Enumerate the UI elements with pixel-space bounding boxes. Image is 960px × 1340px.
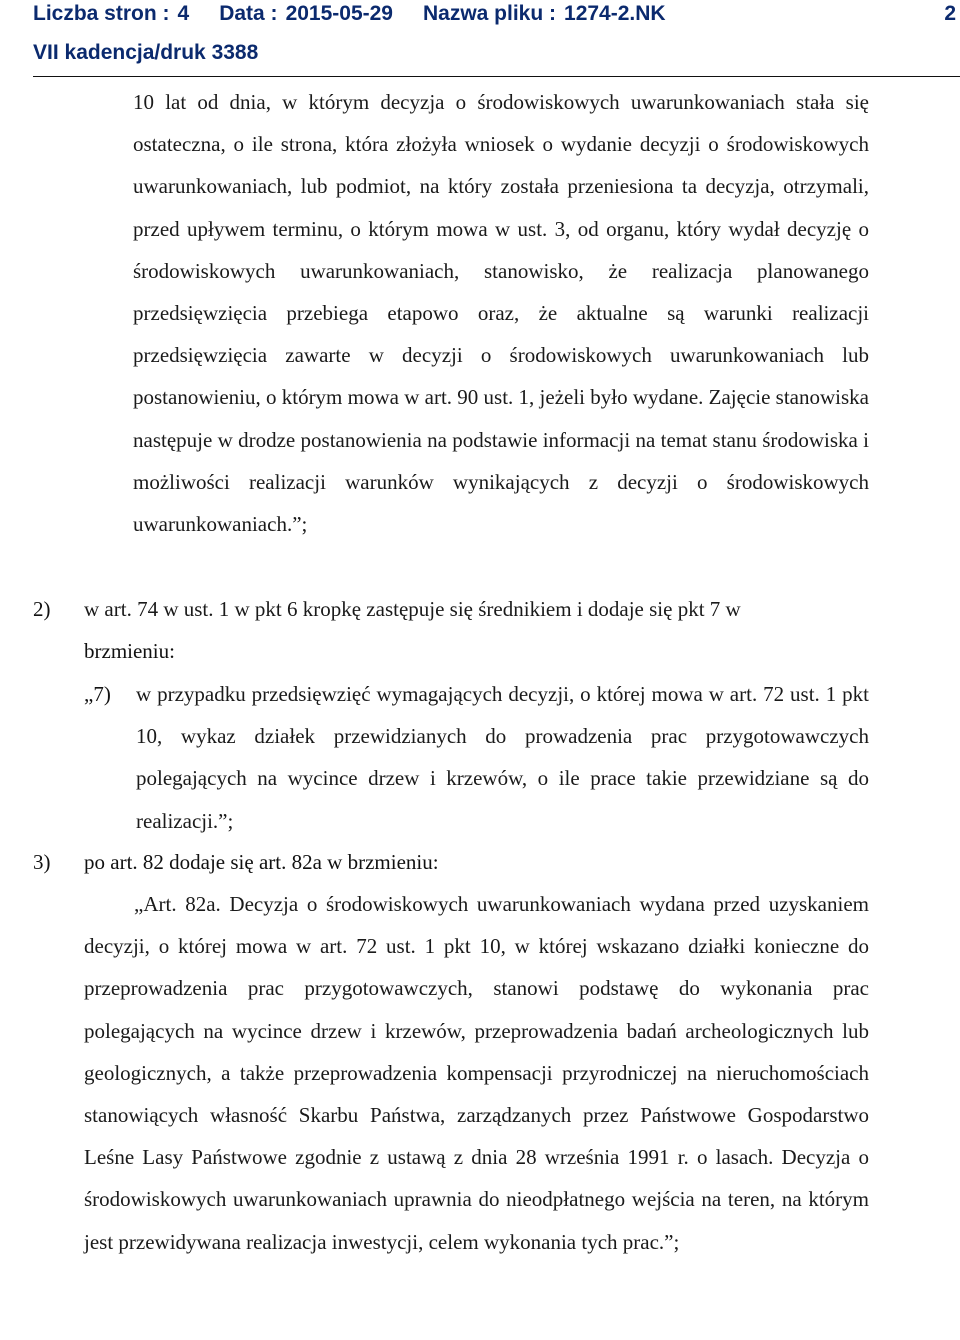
item-2-quote-text: w przypadku przedsięwzięć wymagających decyzji, o której mowa w art. 72 ust. 1 pkt 10, wykaz działek przewidzianych do prowadzenia prac przygotowawczych polegających na wycince drzew i krzewów, o ile prace takie przewidziane są do realizacji.”; (136, 682, 869, 833)
item-2-text: w art. 74 w ust. 1 w pkt 6 kropkę zastępuje się średnikiem i dodaje się pkt 7 w (84, 597, 741, 621)
item-3-quote-text: „Art. 82a. Decyzja o środowiskowych uwarunkowaniach wydana przed uzyskaniem decyzji, o której mowa w art. 72 ust. 1 pkt 10, w której wskazano działki konieczne do przeprowadzenia prac przygotowawczych, stanowi podstawę do wykonania prac polegających na wycince drzew i krzewów, przeprowadzenia badań archeologicznych lub geologicznych, a także przeprowadzenia kompensacji przyrodniczej na nieruchomościach stanowiących własność Skarbu Państwa, zarządzanych przez Państwowe Gospodarstwo Leśne Lasy Państwowe zgodnie z ustawą z dnia 28 września 1991 r. o lasach. Decyzja o środowiskowych uwarunkowaniach uprawnia do nieodpłatnego wejścia na teren, na którym jest przewidywana realizacja inwestycji, celem wykonania tych prac.”; (84, 892, 869, 1254)
item-2-number: 2) (33, 597, 51, 621)
pages-value: 4 (177, 2, 190, 25)
file-value: 1274-2.NK (564, 2, 666, 25)
item-2-quote-number: „7) (84, 682, 111, 706)
paragraph-continued: 10 lat od dnia, w którym decyzja o środowiskowych uwarunkowaniach stała się ostateczna, o ile strona, która złożyła wniosek o wydanie decyzji o środowiskowych uwarunkowaniach, lub podmiot, na który została przeniesiona ta decyzja, otrzymali, przed upływem terminu, o którym mowa w ust. 3, od organu, który wydał decyzję o środowiskowych uwarunkowaniach, stanowisko, że realizacja planowanego przedsięwzięcia przebiega etapowo oraz, że aktualne są warunki realizacji przedsięwzięcia zawarte w decyzji o środowiskowych uwarunkowaniach lub postanowieniu, o którym mowa w art. 90 ust. 1, jeżeli było wydane. Zajęcie stanowiska następuje w drodze postanowienia na podstawie informacji na temat stanu środowiska i możliwości realizacji warunków wynikających z decyzji o środowiskowych uwarunkowaniach.”; (133, 90, 869, 537)
header-meta (33, 2, 696, 26)
item-3-text: po art. 82 dodaje się art. 82a w brzmieniu: (84, 850, 439, 874)
pages-label: Liczba stron : (33, 2, 170, 25)
file-label: Nazwa pliku : (422, 2, 557, 25)
page-number: 2 (944, 2, 956, 25)
term-label: VII kadencja/druk 3388 (33, 41, 259, 64)
item-3-number: 3) (33, 850, 51, 874)
item-2-text-continued: brzmieniu: (84, 639, 175, 663)
header-divider (33, 76, 960, 77)
document-header (0, 0, 960, 78)
date-label: Data : (219, 2, 278, 25)
date-value: 2015-05-29 (285, 2, 393, 25)
